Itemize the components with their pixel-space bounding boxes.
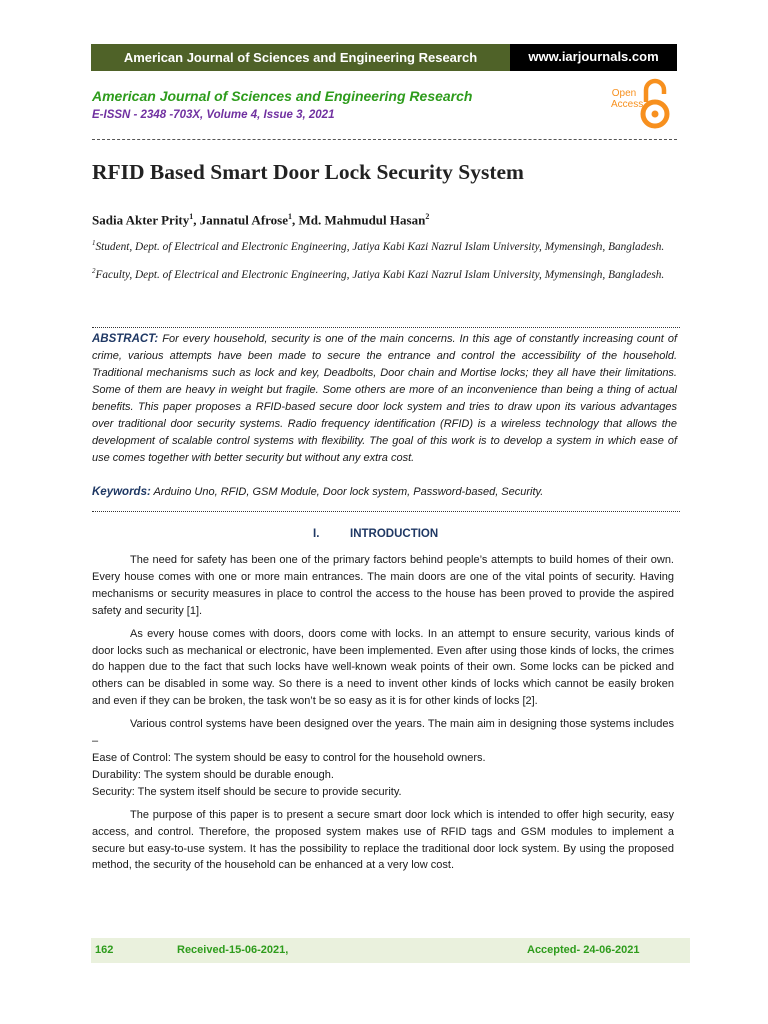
- issn-line: E-ISSN - 2348 -703X, Volume 4, Issue 3, 2021: [92, 109, 335, 121]
- accepted-date: Accepted- 24-06-2021: [527, 944, 640, 956]
- paragraph: The purpose of this paper is to present a secure smart door lock which is intended to offer high security, easy access, and control. Therefore, the proposed system makes use of RFID tags and GSM modules to implement a secure but easy-to-use system. It has the possibility to replace the traditional door lock system. By using the proposed method, the security of the household can be enhanced at a very low cost.: [92, 808, 674, 872]
- abstract-top-divider: [92, 327, 680, 328]
- section-title: INTRODUCTION: [350, 528, 439, 540]
- criteria-item: Ease of Control: The system should be easy to control for the household owners.: [92, 751, 486, 764]
- website-link[interactable]: www.iarjournals.com: [510, 44, 677, 71]
- journal-header-bar: American Journal of Sciences and Engineering Research: [91, 44, 510, 71]
- affiliation-mark: 2: [92, 267, 96, 275]
- author-name: Sadia Akter Prity: [92, 212, 190, 228]
- journal-title: American Journal of Sciences and Engineering Research: [92, 88, 473, 104]
- author-affiliation-mark: 1: [189, 212, 194, 221]
- abstract-label: ABSTRACT:: [92, 333, 159, 345]
- affiliation-text: Student, Dept. of Electrical and Electronic Engineering, Jatiya Kabi Kazi Nazrul Islam University, Mymensingh, Bangladesh.: [95, 240, 665, 253]
- author-name: Jannatul Afrose: [199, 212, 289, 228]
- keywords-text: Arduino Uno, RFID, GSM Module, Door lock system, Password-based, Security.: [153, 486, 544, 498]
- page-number: 162: [95, 944, 114, 956]
- keywords-label: Keywords:: [92, 486, 151, 498]
- author-affiliation-mark: 1: [288, 212, 293, 221]
- keywords: [92, 486, 677, 498]
- abstract: [92, 331, 677, 467]
- open-access-lock-icon: [640, 78, 670, 130]
- author-list: Sadia Akter Prity$^1$, Jannatul Afrose$^1$, Md. Mahmudul Hasan$^2$: [92, 212, 430, 228]
- affiliation-mark: 1: [92, 239, 96, 247]
- paragraph: Various control systems have been designed over the years. The main aim in designing those systems includes –: [92, 718, 674, 748]
- criteria-item: Security: The system itself should be secure to provide security.: [92, 785, 402, 798]
- received-date: Received-15-06-2021,: [177, 944, 289, 956]
- paper-title: RFID Based Smart Door Lock Security System: [92, 160, 524, 184]
- abstract-text: For every household, security is one of the main concerns. In this age of constantly increasing count of crime, various attempts have been made to secure the entrance and control the accessibility of the household. Traditional mechanisms such as lock and key, Deadbolts, Door chain and Mortise locks; they all have their limitations. Some of them are heavy in weight but fragile. Some others are more of an inconvenience than being a thing of actual benefits. This paper proposes a RFID-based secure door lock system and tries to draw upon its various advantages over traditional door security systems. Radio frequency identification (RFID) is a wireless technology that allows the development of scalable control systems with flexibility. The goal of this work is to develop a system in which ease of use comes together with better security but without any extra cost.: [92, 333, 678, 464]
- header-divider: [92, 139, 677, 140]
- author-affiliation-mark: 2: [425, 212, 430, 221]
- criteria-item: Durability: The system should be durable enough.: [92, 768, 334, 781]
- author-name: Md. Mahmudul Hasan: [298, 212, 426, 228]
- affiliation-text: Faculty, Dept. of Electrical and Electronic Engineering, Jatiya Kabi Kazi Nazrul Islam University, Mymensingh, Bangladesh.: [95, 268, 665, 281]
- affiliation: [92, 237, 677, 254]
- paragraph: As every house comes with doors, doors come with locks. In an attempt to ensure security, various kinds of door locks such as mechanical or electronic, have been implemented. Even after using those kinds of locks, the crimes do happen due to the fact that such locks have well-known weak points of their own. Some locks can be picked and others can be disabled in some way. So there is a need to invent other kinds of locks which cannot be easily broken and even if they can be broken, the task won’t be so easy as it is for other kinds of locks [2].: [92, 627, 674, 708]
- affiliation: [92, 265, 677, 282]
- body-text: [92, 552, 674, 874]
- open-access-label: Open Access: [611, 88, 644, 110]
- paragraph: The need for safety has been one of the primary factors behind people’s attempts to build homes of their own. Every house comes with one or more main entrances. The main doors are one of the vital points of security. Having mechanisms or security measures in place to control the access to the house has been proved to provide the aspired safety and security [1].: [92, 554, 674, 617]
- abstract-bottom-divider: [92, 511, 680, 512]
- section-number: I.: [313, 528, 320, 540]
- page-footer: [91, 938, 690, 963]
